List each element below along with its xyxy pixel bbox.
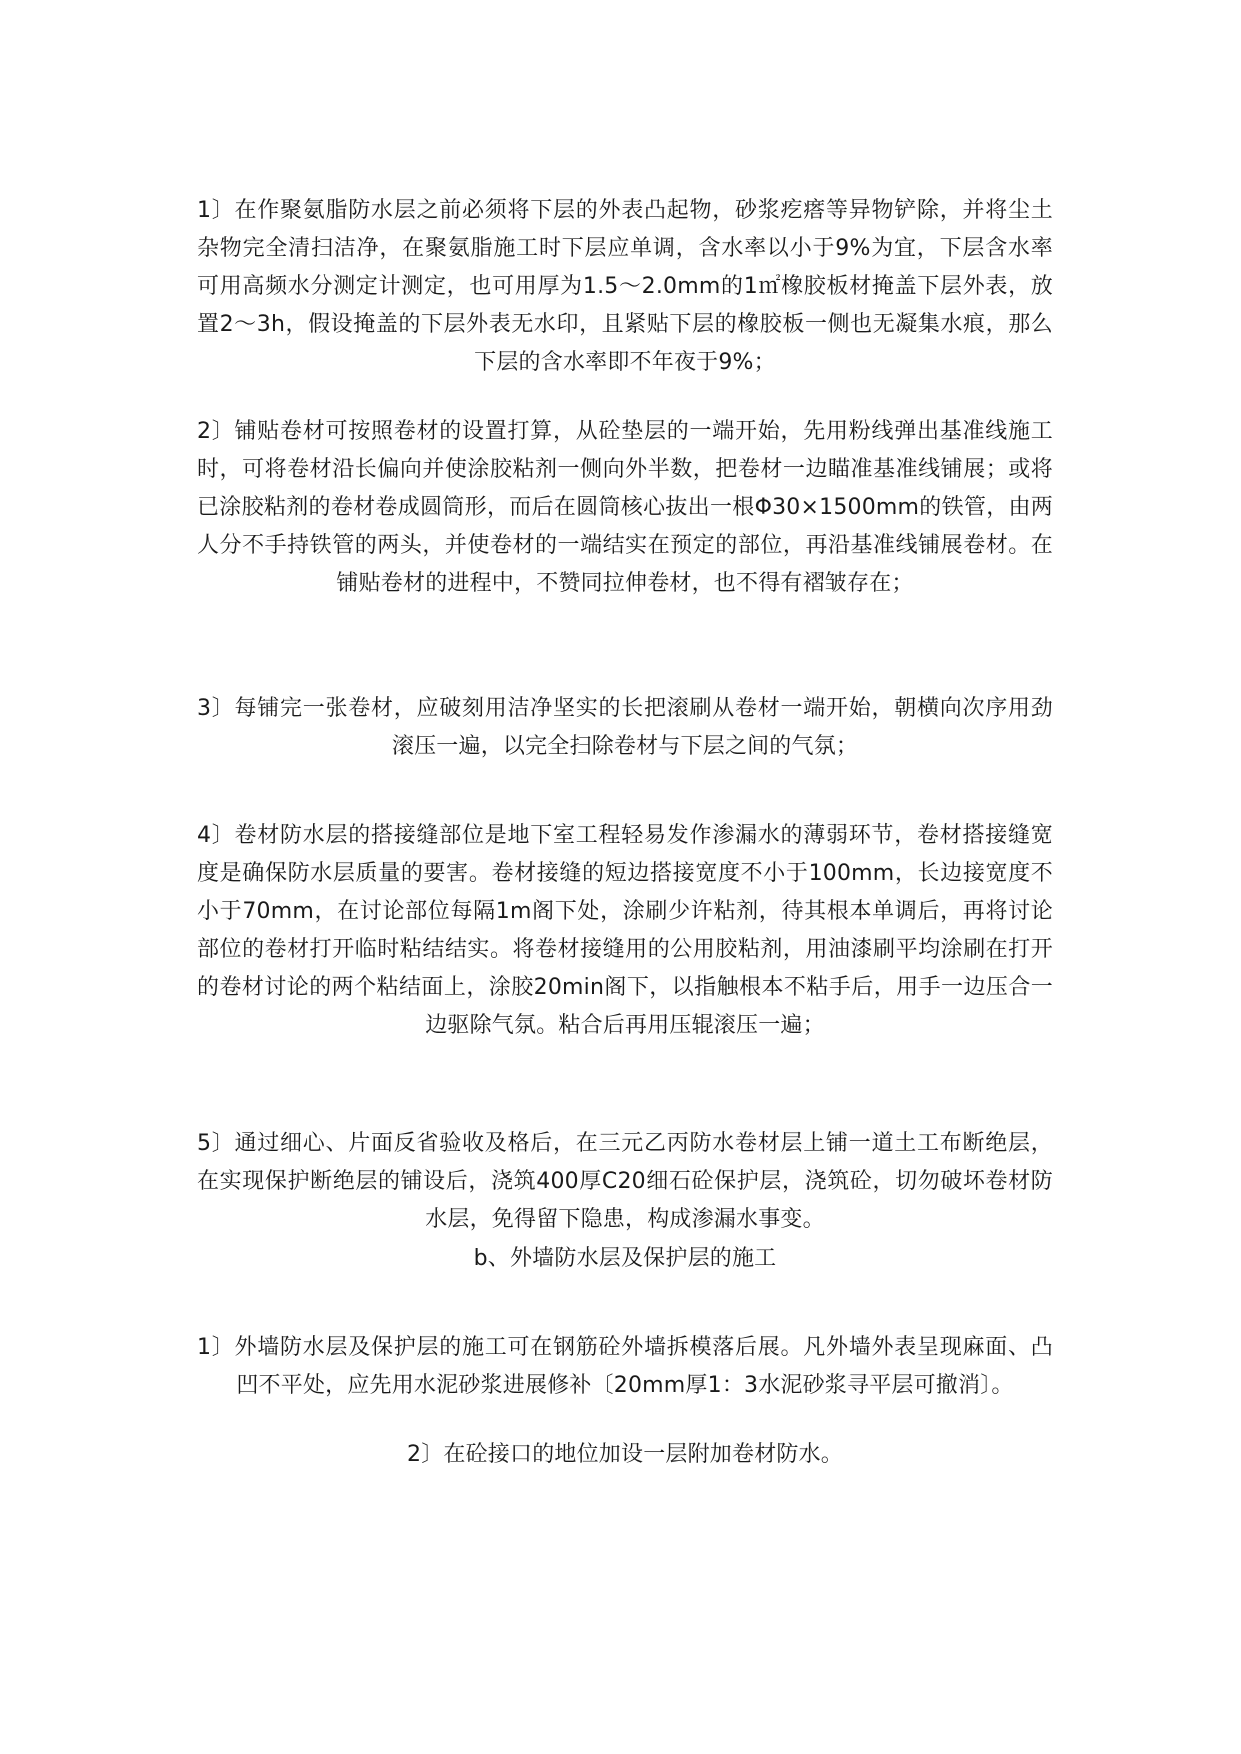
paragraph-5: 5〕通过细心、片面反省验收及格后，在三元乙丙防水卷材层上铺一道土工布断绝层，在实现保护断绝层的铺设后，浇筑400厚C20细石砼保护层，浇筑砼，切勿破坏卷材防水层，免得留下隐患，构成渗漏水事变。 [197, 1131, 1053, 1232]
paragraph-3: 3〕每铺完一张卷材，应破刻用洁净坚实的长把滚刷从卷材一端开始，朝横向次序用劲滚压一遍，以完全扫除卷材与下层之间的气氛； [197, 696, 1053, 759]
section-b-heading: b、外墙防水层及保护层的施工 [473, 1246, 777, 1271]
paragraph-1: 1〕在作聚氨脂防水层之前必须将下层的外表凸起物，砂浆疙瘩等异物铲除，并将尘土杂物完全清扫洁净，在聚氨脂施工时下层应单调，含水率以小于9%为宜，下层含水率可用高频水分测定计测定，也可用厚为1.5～2.0mm的1㎡橡胶板材掩盖下层外表，放置2～3h，假设掩盖的下层外表无水印，且紧贴下层的橡胶板一侧也无凝集水痕，那么下层的含水率即不年夜于9%； [197, 198, 1053, 375]
section-b-paragraph-2: 2〕在砼接口的地位加设一层附加卷材防水。 [407, 1442, 843, 1467]
paragraph-2: 2〕铺贴卷材可按照卷材的设置打算，从砼垫层的一端开始，先用粉线弹出基准线施工时，可将卷材沿长偏向并使涂胶粘剂一侧向外半数，把卷材一边瞄准基准线铺展；或将已涂胶粘剂的卷材卷成圆筒形，而后在圆筒核心抜出一根Φ30×1500mm的铁管，由两人分不手持铁管的两头，并使卷材的一端结实在预定的部位，再沿基准线铺展卷材。在铺贴卷材的进程中，不赞同拉伸卷材，也不得有褶皱存在； [197, 419, 1053, 596]
paragraph-4: 4〕卷材防水层的搭接缝部位是地下室工程轻易发作渗漏水的薄弱环节，卷材搭接缝宽度是确保防水层质量的要害。卷材接缝的短边搭接宽度不小于100mm，长边接宽度不小于70mm，在讨论部位每隔1m阁下处，涂刷少许粘剂，待其根本单调后，再将讨论部位的卷材打开临时粘结结实。将卷材接缝用的公用胶粘剂，用油漆刷平均涂刷在打开的卷材讨论的两个粘结面上，涂胶20min阁下，以指触根本不粘手后，用手一边压合一边驱除气氛。粘合后再用压辊滚压一遍； [197, 823, 1053, 1038]
section-b-paragraph-1: 1〕外墙防水层及保护层的施工可在钢筋砼外墙拆模落后展。凡外墙外表呈现麻面、凸凹不平处，应先用水泥砂浆进展修补〔20mm厚1：3水泥砂浆寻平层可撤消〕。 [197, 1335, 1053, 1398]
